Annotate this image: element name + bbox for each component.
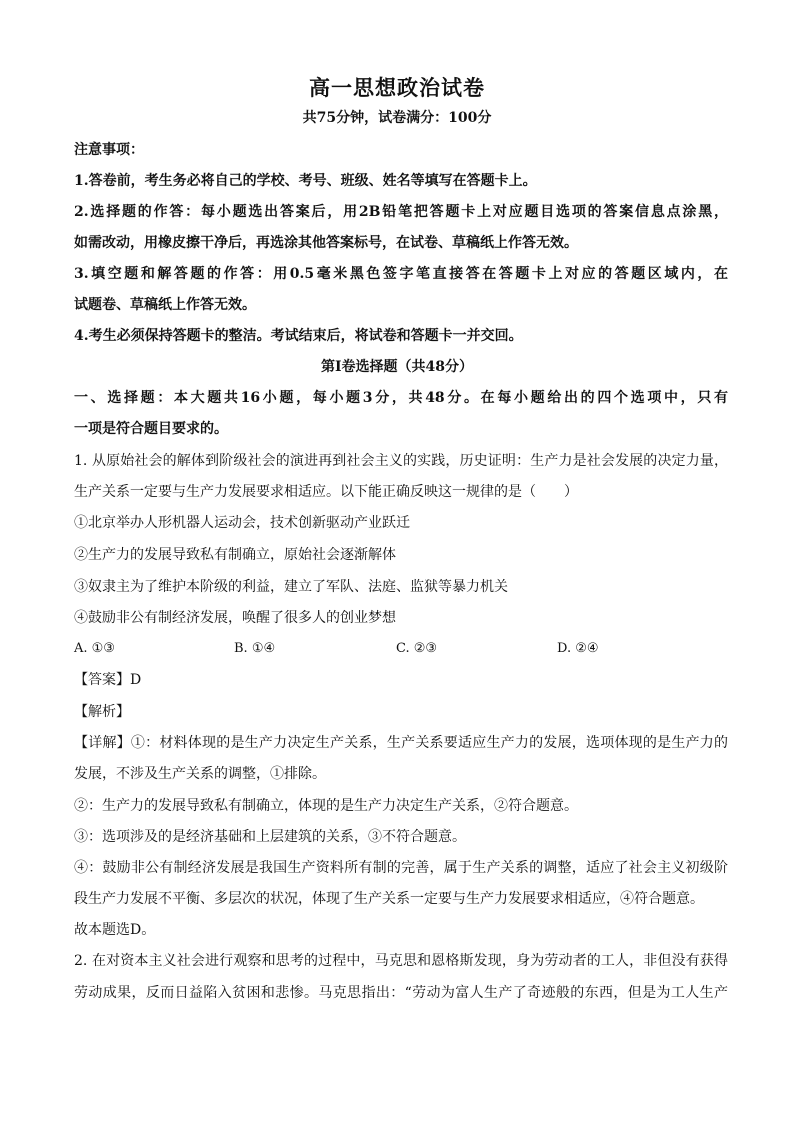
question-1-detail-line-1: 【详解】①：材料体现的是生产力决定生产关系，生产关系要适应生产力的发展，选项体现的是生产力的 xyxy=(74,735,728,751)
question-1-statement-3: ③奴隶主为了维护本阶级的利益，建立了军队、法庭、监狱等暴力机关 xyxy=(74,579,508,595)
exam-subtitle: 共75分钟，试卷满分：100分 xyxy=(302,110,492,126)
notice-item-2-line-2: 如需改动，用橡皮擦干净后，再选涂其他答案标号，在试卷、草稿纸上作答无效。 xyxy=(74,235,578,251)
section-instructions-line-1: 一、选择题：本大题共16小题，每小题3分，共48分。在每小题给出的四个选项中，只有 xyxy=(74,390,728,406)
question-1-detail-line-6: 段生产力发展不平衡、多层次的状况，体现了生产关系一定要与生产力发展要求相适应，④符合题意。 xyxy=(74,891,704,907)
question-1-option-a: A. ①③ xyxy=(74,641,115,656)
question-1-analysis-label: 【解析】 xyxy=(74,704,130,720)
question-1-stem-line-1: 1. 从原始社会的解体到阶级社会的演进再到社会主义的实践，历史证明：生产力是社会发展的决定力量， xyxy=(74,453,728,469)
question-1-conclusion: 故本题选D。 xyxy=(74,922,156,938)
question-2-stem-line-1: 2. 在对资本主义社会进行观察和思考的过程中，马克思和恩格斯发现，身为劳动者的工人，非但没有获得 xyxy=(74,953,728,969)
notice-heading: 注意事项： xyxy=(74,142,144,158)
page-title: 高一思想政治试卷 xyxy=(309,75,485,100)
question-1-option-c: C. ②③ xyxy=(396,641,438,656)
question-1-option-d: D. ②④ xyxy=(557,641,599,656)
question-1-statement-2: ②生产力的发展导致私有制确立，原始社会逐渐解体 xyxy=(74,547,396,563)
question-1-detail-line-4: ③：选项涉及的是经济基础和上层建筑的关系，③不符合题意。 xyxy=(74,829,466,845)
part1-heading: 第Ⅰ卷选择题（共48分） xyxy=(320,359,474,375)
notice-item-4: 4.考生必须保持答题卡的整洁。考试结束后，将试卷和答题卡一并交回。 xyxy=(74,328,523,344)
question-1-detail-line-2: 发展，不涉及生产关系的调整，①排除。 xyxy=(74,766,326,782)
question-2-stem-line-2: 劳动成果，反而日益陷入贫困和悲惨。马克思指出：“劳动为富人生产了奇迹般的东西，但是为工人生产 xyxy=(74,985,728,1001)
notice-item-1: 1.答卷前，考生务必将自己的学校、考号、班级、姓名等填写在答题卡上。 xyxy=(74,173,537,189)
question-1-detail-line-5: ④：鼓励非公有制经济发展是我国生产资料所有制的完善，属于生产关系的调整，适应了社会主义初级阶 xyxy=(74,860,728,876)
question-1-detail-line-3: ②：生产力的发展导致私有制确立，体现的是生产力决定生产关系，②符合题意。 xyxy=(74,798,578,814)
notice-item-3-line-2: 试题卷、草稿纸上作答无效。 xyxy=(74,297,256,313)
question-1-option-b: B. ①④ xyxy=(234,641,276,656)
question-1-statement-1: ①北京举办人形机器人运动会，技术创新驱动产业跃迁 xyxy=(74,515,410,531)
question-1-statement-4: ④鼓励非公有制经济发展，唤醒了很多人的创业梦想 xyxy=(74,610,396,626)
question-1-answer: 【答案】D xyxy=(74,672,142,688)
notice-item-2-line-1: 2.选择题的作答：每小题选出答案后，用2B铅笔把答题卡上对应题目选项的答案信息点涂黑， xyxy=(74,204,728,220)
section-instructions-line-2: 一项是符合题目要求的。 xyxy=(74,421,228,437)
notice-item-3-line-1: 3.填空题和解答题的作答：用0.5毫米黑色签字笔直接答在答题卡上对应的答题区域内，在 xyxy=(74,266,728,282)
question-1-stem-line-2: 生产关系一定要与生产力发展要求相适应。以下能正确反映这一规律的是（ ） xyxy=(74,484,578,500)
